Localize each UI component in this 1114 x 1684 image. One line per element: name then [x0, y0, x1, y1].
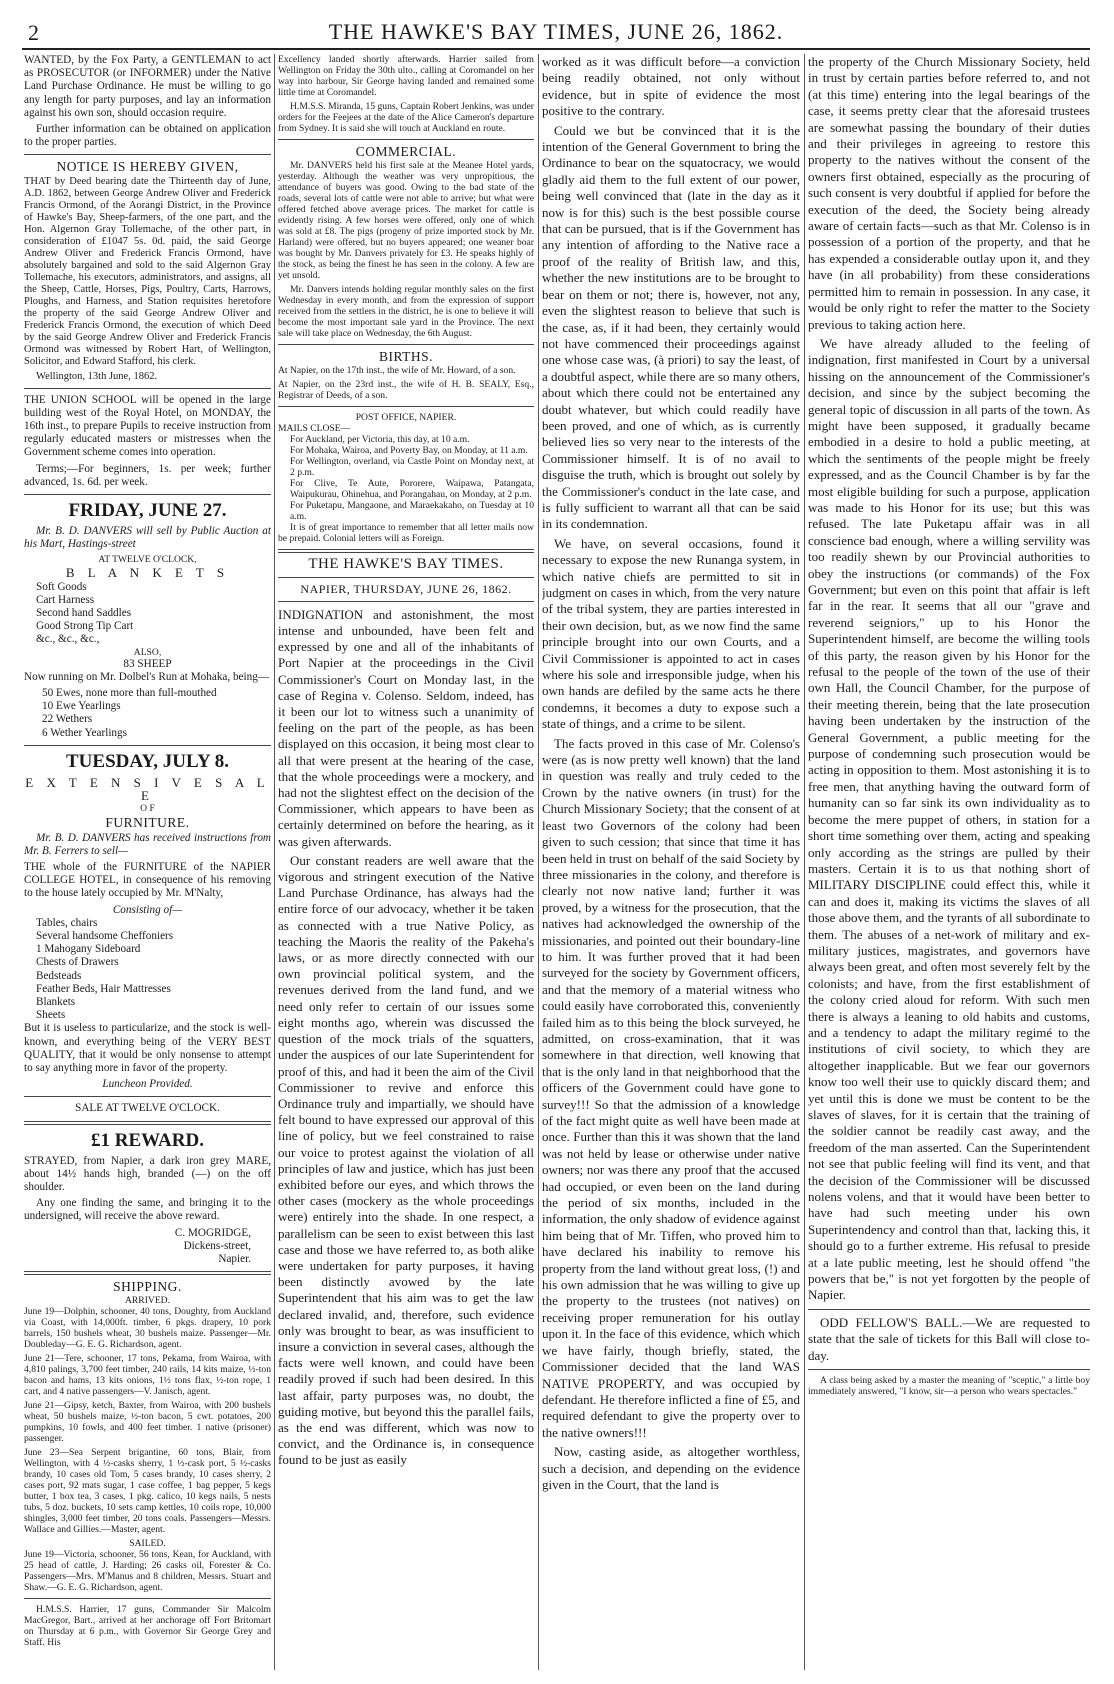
friday-item: Soft Goods: [36, 580, 87, 593]
anecdote: A class being asked by a master the meaning of "sceptic," a little boy immediately answered, "I know, sir—a person who wears spectacles.": [808, 1375, 1090, 1398]
notice-date: Wellington, 13th June, 1862.: [36, 370, 158, 382]
furniture-heading: FURNITURE.: [105, 815, 190, 831]
post-office-note: It is of great importance to remember that all letter mails now be prepaid. Colonial letters will as Foreign.: [278, 522, 534, 545]
furniture-item: Tables, chairs: [36, 916, 98, 929]
furniture-instruction: Mr. B. D. DANVERS has received instructions from Mr. B. Ferrers to sell—: [24, 831, 271, 857]
arrived-label: ARRIVED.: [124, 1295, 171, 1307]
sheep-item: 22 Wethers: [42, 713, 93, 726]
furniture-note: But it is useless to particularize, and the stock is well-known, and everything being of the VERY BEST QUALITY, that it would be only nonsense to attempt to say anything more in favor of the property.: [24, 1022, 271, 1074]
shipping-arrival: June 23—Sea Serpent brigantine, 60 tons, Blair, from Wellington, with 4 ½-casks sherry, 1 ½-cask port, 5 ½-casks brandy, 10 cases old Tom, 5 cases brandy, 10 cases sherry, 2 cases port, 92 mats sugar, 1 case coffee, 1 bag pepper, 5 kegs butter, 1 box tea, 3 cases, 1 pkg. calico, 10 kegs nails, 5 nests tubs, 5 doz. buckets, 10 sets camp kettles, 10 coils rope, 10,000 shingles, 3,000 feet timber, 20 tons coals. Passengers—Messrs. Wallace and Gillies.—Master, agent.: [24, 1447, 271, 1536]
births-heading: BIRTHS.: [378, 349, 434, 365]
editorial-paragraph: The facts proved in this case of Mr. Colenso's were (as is now pretty well known) that the land in question was really and truly ceded to the Crown by the native owners (in trust) for the Church Missionary Society; that the consent of at least two Governors of the colony had been given to such cession; that since that time it has been held in trust on behalf of the said Society by three missionaries in the colony, and therefore is clearly not now native land; further it was proved, by a witness for the prosecution, that the natives had acknowledged the ownership of the missionaries, and pointed out their boundary-line to him. It was further proved that it had been surveyed for the society by Government officers, and that the memory of a material witness who could easily have corroborated this, conveniently failed him as to this being the block surveyed, he admitted, on cross-examination, that it was somewhere in that direction, well knowing that that is the only land in that neighborhood that the officers of the Government could have gone to survey!!! So that the admission of a knowledge of the fact might quite as well have been made at once. Further than this it was shown that the land was not held by lease or otherwise under native owners; nor was there any proof that the accused had occupied, or even been on the land during the period of six months, included in the information, the only shadow of evidence against him being that of Mr. Tiffen, who proved him to have declared his inability to remove his property from the land without great loss, (!) and his own admission that he was willing to give up the property to the trustees (not natives) on receiving proper remuneration for his outlay upon it. In the face of this evidence, which which we have fairly, though briefly, stated, the Commissioner decided that the land WAS NATIVE PROPERTY, and was occupied by defendant. He therefore inflicted a fine of £5, and required defendant to give the property over to the native owners!!!: [542, 735, 800, 1440]
divider: [278, 406, 534, 407]
divider: [24, 745, 271, 746]
mail-entry: For Wellington, overland, via Castle Point on Monday next, at 2 p.m.: [290, 456, 534, 479]
column-rule: [538, 54, 539, 1670]
divider: [24, 1271, 271, 1275]
sailed-label: SAILED.: [129, 1538, 166, 1550]
newspaper-title: THE HAWKE'S BAY TIMES, JUNE 26, 1862.: [328, 19, 784, 44]
birth-entry: At Napier, on the 23rd inst., the wife of H. B. SEALY, Esq., Registrar of Deeds, of a son.: [278, 379, 534, 402]
shipping-arrival: June 21—Tere, schooner, 17 tons, Pekama, from Wairoa, with 4,810 palings, 3,700 feet timber, 240 rails, 14 kits maize, ½-ton bacon and hams, 13 kits onions, 1½ tons flax, ½-ton rope, 1 cart, and 4 native passengers—V. Janisch, agent.: [24, 1353, 271, 1398]
mails-close-label: MAILS CLOSE—: [278, 423, 351, 435]
birth-entry: At Napier, on the 17th inst., the wife of Mr. Howard, of a son.: [278, 365, 516, 377]
furniture-body: THE whole of the FURNITURE of the NAPIER COLLEGE HOTEL, in consequence of his removing to the house lately occupied by Mr. M'Nalty,: [24, 860, 271, 900]
post-office-heading: POST OFFICE, NAPIER.: [355, 412, 457, 424]
commercial-paragraph: Mr. Danvers intends holding regular monthly sales on the first Wednesday in every month, and from the expression of support received from the settlers in the district, he is one to believe it will become the most important sale yard in the Province. The next sale will take place on Wednesday, the 6th August.: [278, 284, 534, 340]
oddfellows-notice: ODD FELLOW'S BALL.—We are requested to state that the sale of tickets for this Ball will close to-day.: [808, 1314, 1090, 1363]
column-rule: [274, 54, 275, 1670]
column-editorial: [542, 54, 800, 1674]
dateline: NAPIER, THURSDAY, JUNE 26, 1862.: [300, 581, 512, 596]
sheep-note: Now running on Mr. Dolbel's Run at Mohaka, being—: [24, 670, 270, 683]
commercial-heading: COMMERCIAL.: [355, 144, 457, 159]
divider: [24, 154, 271, 155]
harrier-note: H.M.S.S. Harrier, 17 guns, Commander Sir Malcolm MacGregor, Bart., arrived at her anchorage off Fort Britomart on Thursday at 6 p.m., with Governor Sir George Grey and Staff. His: [24, 1604, 271, 1649]
reward-note: Any one finding the same, and bringing it to the undersigned, will receive the above reward.: [24, 1197, 271, 1223]
furniture-item: Blankets: [36, 995, 76, 1008]
miranda-note: H.M.S.S. Miranda, 15 guns, Captain Robert Jenkins, was under orders for the Feejees at the date of the Alice Cameron's departure from Sydney. It is said she will touch at Auckland en route.: [278, 101, 534, 134]
luncheon-note: Luncheon Provided.: [102, 1078, 193, 1091]
divider: [24, 494, 271, 495]
reward-heading: £1 REWARD.: [91, 1129, 204, 1151]
editorial-paragraph: the property of the Church Missionary Society, held in trust by certain parties before referred to, and not (at this time) entering into the legal bearings of the case, it seems pretty clear that the aforesaid trustees are somewhat passing the boundary of their duties and their privileges in agreeing to restore this property to the natives without the consent of the owners first obtained, especially as the procuring of such consent is very doubtful if applied for before the execution of the deed, the Society being already aware of certain facts—such as that Mr. Colenso is in possession of a portion of the property, and that he has expended a considerable outlay upon it, and they have (in all probability) from these considerations permitted him to remain in possession. In any case, it would be only right to refer the matter to the Society previous to taking action here.: [808, 54, 1090, 332]
wanted-ad-note: Further information can be obtained on application to the proper parties.: [24, 123, 271, 149]
mail-entry: For Mohaka, Wairoa, and Poverty Bay, on Monday, at 11 a.m.: [290, 445, 528, 457]
shipping-arrival: June 21—Gipsy, ketch, Baxter, from Wairoa, with 200 bushels wheat, 50 bushels maize, ½-ton bacon, 5 cwt. potatoes, 200 pumpkins, 10 fowls, and 400 feet timber. 1 native (prisoner) passenger.: [24, 1400, 271, 1445]
friday-item: &c., &c., &c.,: [36, 633, 100, 646]
furniture-item: Several handsome Cheffoniers: [36, 929, 174, 942]
divider: [24, 1121, 271, 1125]
shipping-arrival: June 19—Dolphin, schooner, 40 tons, Doughty, from Auckland via Coast, with 14,000ft. timber, 6 pkgs. drapery, 10 pork barrels, 150 bushels wheat, 30 bushels maize. Passenger—Mr. Doubleday—G. E. G. Richardson, agent.: [24, 1306, 271, 1351]
column-editorial-continued: [808, 54, 1090, 1674]
shipping-sailing: June 19—Victoria, schooner, 56 tons, Kean, for Auckland, with 25 head of cattle, J. Harding; 26 casks oil, Forester & Co. Passengers—Mrs. M'Manus and 8 children, Messrs. Stuart and Shaw.—G. E. G. Richardson, agent.: [24, 1549, 271, 1594]
editorial-paragraph: Could we but be convinced that it is the intention of the General Government to bring the Ordinance to bear on the squatocracy, we would gladly aid them to the full extent of our power, being well convinced that (late in the day as it now is for this) such is the best possible course that can be pursued, that is if the Government has any intention of affording to the Native race a proof of the reality of British law, and this, whether the new institutions are to be brought to bear on them or not; there is, however, not any, even the slightest reason to believe that such is the case, as, if it had been, they certainly would not have commenced their proceedings against one whose case was, (à priori) to say the least, of a doubtful aspect, while there are so many others, about which there could not be entertained any doubt whatever, but which could readily have been proved, and one of which, as is currently believed lies so very near to the interests of the Commissioner himself. It is of no avail to disguise the truth, which is brought out solely by the Commissioner's conduct in the late case, and is fully sufficient to warrant all that can be said in its condemnation.: [542, 122, 800, 532]
masthead: [22, 14, 1090, 50]
notice-body: THAT by Deed bearing date the Thirteenth day of June, A.D. 1862, between George Andrew Oliver and Frederick Francis Ormond, of the Aorangi District, in the Province of Hawke's Bay, Sheep-farmers, of the one part, and the Hon. Algernon Gray Tollemache, of the other part, in consideration of £1047 5s. 0d. paid, the said George Andrew Oliver and Frederick Francis Ormond, have absolutely bargained and sold to the said Algernon Gray Tollemache, his executors, administrators, and assigns, all the Sheep, Cattle, Horses, Pigs, Poultry, Carts, Harrows, Ploughs, and Harness, and Station requisites heretofore the property of the said George Andrew Oliver and Frederick Francis Ormond, the execution of which Deed by the said George Andrew Oliver and Frederick Francis Ormond was witnessed by Robert Hart, of Wellington, Solicitor, and Edward Stafford, his clerk.: [24, 175, 271, 367]
school-ad: THE UNION SCHOOL will be opened in the large building west of the Royal Hotel, on MONDAY, the 16th inst., to prepare Pupils to receive instruction from regularly educated masters or mistresses when the Government scheme comes into operation.: [24, 393, 271, 459]
sale-time: SALE AT TWELVE O'CLOCK.: [75, 1102, 220, 1115]
tuesday-heading: TUESDAY, JULY 8.: [66, 750, 229, 772]
furniture-item: Feather Beds, Hair Mattresses: [36, 982, 171, 995]
consisting-label: Consisting of—: [112, 903, 183, 916]
divider: [808, 1309, 1090, 1310]
mail-entry: For Auckland, per Victoria, this day, at 10 a.m.: [290, 434, 470, 446]
divider: [278, 344, 534, 345]
friday-instruction: Mr. B. D. DANVERS will sell by Public Auction at his Mart, Hastings-street: [24, 525, 271, 551]
friday-time: AT TWELVE O'CLOCK,: [98, 554, 197, 566]
blankets-heading: B L A N K E T S: [65, 565, 230, 581]
mail-entry: For Clive, Te Aute, Pororere, Waipawa, Patangata, Waipukurau, Ohinehua, and Porangahau, on Monday, at 2 p.m.: [290, 478, 534, 501]
column-advertisements: [24, 54, 271, 1674]
furniture-item: Chests of Drawers: [36, 956, 119, 969]
of-label: O F: [140, 803, 155, 815]
shipping-heading: SHIPPING.: [113, 1279, 182, 1295]
divider: [278, 601, 534, 602]
page-number: 2: [28, 20, 39, 45]
column-news: [278, 54, 534, 1674]
sheep-item: 6 Wether Yearlings: [42, 726, 127, 739]
editorial-paragraph: We have, on several occasions, found it necessary to expose the new Runanga system, in which native chiefs are permitted to sit in judgment on cases in which, from the very nature of the tribal system, they are parties interested in their own decision, but, as we now find the same principle brought into our own Courts, and a Civil Commissioner is appointed to act in cases where his sole and irresponsible judge, when his own hands are defiled by the same acts he there condemns, it becomes a duty to expose such a state of things, and a crime to be silent.: [542, 535, 800, 732]
friday-item: Good Strong Tip Cart: [36, 620, 134, 633]
editorial-paragraph: worked as it was difficult before—a conviction being readily obtained, not only without evidence, but in spite of evidence the most positive to the contrary.: [542, 54, 800, 119]
editorial-paragraph: We have already alluded to the feeling of indignation, first manifested in Court by a universal hissing on the announcement of the Commissioner's decision, and since by the subject becoming the general topic of discussion in all parts of the town. As might have been supposed, it gradually became embodied in a desire to hold a public meeting, at which the sentiments of the people might be freely expressed, and as the Council Chamber is by far the most eligible building for such a purpose, application was made to his Honor for its use; but this was refused. The late Puketapu affair was in all conscience bad enough, where a willing servility was too readily shewn by our Provincial authorities to obey the instructions (or commands) of the Fox Government; but even on this point that affair is left far in the rear. It seems that all our "grave and reverend seigniors," up to his Honor the Superintendent himself, are become the willing tools of this party, the reason given by his Honor for the refusal to the people of the town of the use of their own Hall, the Council Chamber, for the purpose of their meeting therein, being that the late prosecution having been undertaken by the instruction of the General Government, a public meeting for the purpose of condemning such prosecution would be acting in opposition to them. Most astonishing it is to free men, that anything having the outward form of humanity can so far sink its own individuality as to become the mere puppet of others, in station for a short time something over them, acting and speaking only according as the strings are pulled by their masters. Certain it is to us that nothing short of MILITARY DISCIPLINE could effect this, while it can and does it, making its victims the slaves of all those above them, and the tyrants of all subordinate to them. The abuses of a net-work of military and ex-military justices, magistrates, and governors have always been great, and often most severely felt by the colonists; and have, from the first establishment of the colony cried aloud for reform. With such men there is always a leaning to old habits and customs, and a tendency to adapt the military regimé to the institutions of civil society, to which they are altogether inapplicable. But we fear our governors know too well their use to quickly discard them; and yet until this is done we must be content to be the slaves of slaves, for it is certain that the training of the soldier cannot be readily cast away, and the freedom of the man asserted. Can the Superintendent not see that public feeling will find its vent, and that the decision of the Commissioner will be discussed nolens volens, and that it would have been better to have had such meeting under his own Superintendency and control than that, lacking this, it should go to a further extreme. His refusal to preside at a late public meeting, lest he should offend "the powers that be," is not yet forgotten by the people of Napier.: [808, 335, 1090, 1303]
editorial-paragraph: Now, casting aside, as altogether worthless, such a decision, and depending on the evidence given in the Court, that the land is: [542, 1444, 800, 1492]
leader-paragraph: Our constant readers are well aware that the vigorous and stringent execution of the Native Land Purchase Ordinance, has always had the entire force of our advocacy, whether it be taken as connected with a true Native Policy, as teaching the Maoris the reality of the Pakeha's laws, or as more directly connected with our own provincial political system, and the revenues derived from the land fund, and we need only refer to certain of our issues some eight months ago, wherein was discussed the question of the mock trials of the squatters, under the auspices of our late Superintendent for proof of this, and had it been the aim of the Civil Commissioner to revive and enforce this Ordinance truly and impartially, we should have felt bound to have expressed our approval of this line of policy, but we feel constrained to raise our voice to protest against the violation of all principles of law and justice, which has just been exhibited before our eyes, and which throws the other cases (mockery as the whole proceedings were) entirely into the shade. In one respect, a parallelism can be seen to exist between this last case and those we have referred to, as both alike were undertaken for party purposes, it having been distinctly avowed by the late Superintendent that his aim was to get the law declared invalid, and, therefore, such evidence only was brought to bear, as was insufficient to insure a conviction in several cases, although the facts were well known, and could have been readily proved if such had been desired. In this last affair, party purposes was, no doubt, the guiding motive, but beyond this the parallel fails, as the end was different, which was now to convict, and the Ordinance is, in consequence found to be just as easily: [278, 852, 534, 1468]
commercial-paragraph: Mr. DANVERS held his first sale at the Meanee Hotel yards, yesterday. Although the weather was very unpropitious, the attendance of buyers was good. Owing to the bad state of the roads, several lots of cattle were not able to arrive; but what were offered fetched above average prices. The market for cattle is evidently rising. A few horses were offered, only one of which was sold at £8. The pigs (progeny of prize imported stock by Mr. Harland) were offered, but no buyers appeared; one weaner boar was bought by Mr. Danvers privately for £3. He speaks highly of the stock, as being the finest he has seen in the colony. A few are yet unsold.: [278, 160, 534, 282]
extensive-sale-heading: E X T E N S I V E S A L E: [25, 774, 270, 804]
reward-town: Napier.: [218, 1252, 251, 1265]
divider: [24, 1598, 271, 1599]
leader-paragraph: INDIGNATION and astonishment, the most intense and unbounded, have been felt and expressed by one and all of the inhabitants of Port Napier at the proceedings in the Civil Commissioner's Court on Monday last, in the case of Regina v. Colenso. Seldom, indeed, has it been our lot to witness such a unanimity of feeling on the part of the people, as has been displayed on this occasion, it being most clear to all that were present at the hearing of the case, that the whole proceedings were a mockery, and had not the slightest effect on the decision of the Commissioner, which appears to have been as certainly determined on before the hearing, as it was given afterwards.: [278, 606, 534, 849]
friday-item: Cart Harness: [36, 593, 95, 606]
column-rule: [804, 54, 805, 1670]
reward-body: STRAYED, from Napier, a dark iron grey MARE, about 14½ hands high, branded (—) on the off shoulder.: [24, 1154, 271, 1193]
reward-address: Dickens-street,: [183, 1239, 251, 1252]
mail-entry: For Puketapu, Mangaone, and Maraekakaho, on Tuesday at 10 a.m.: [290, 500, 534, 523]
divider: [24, 1096, 271, 1097]
friday-item: Second hand Saddles: [36, 607, 132, 620]
notice-heading: NOTICE IS HEREBY GIVEN,: [56, 159, 239, 175]
friday-heading: FRIDAY, JUNE 27.: [68, 500, 227, 522]
school-terms: Terms;—For beginners, 1s. per week; further advanced, 1s. 6d. per week.: [24, 462, 271, 488]
also-label: ALSO,: [133, 646, 162, 658]
furniture-item: 1 Mahogany Sideboard: [36, 943, 141, 956]
furniture-item: Bedsteads: [36, 969, 82, 982]
harrier-note-continued: Excellency landed shortly afterwards. Harrier sailed from Wellington on Friday the 30th ulto., calling at Coromandel on her way into harbour, Sir George having landed and remained some little time at Coromandel.: [278, 54, 534, 98]
sheep-item: 50 Ewes, none more than full-mouthed: [42, 687, 217, 700]
divider: [278, 549, 534, 553]
divider: [24, 388, 271, 389]
divider: [808, 1369, 1090, 1370]
paper-heading: THE HAWKE'S BAY TIMES.: [308, 556, 504, 573]
sheep-item: 10 Ewe Yearlings: [42, 700, 121, 713]
sheep-heading: 83 SHEEP: [123, 657, 172, 670]
divider: [278, 577, 534, 578]
divider: [278, 139, 534, 140]
wanted-ad: WANTED, by the Fox Party, a GENTLEMAN to act as PROSECUTOR (or INFORMER) under the Native Land Purchase Ordinance. He must be willing to go any length for party purposes, and lay an information against his own son, should occasion require.: [24, 54, 271, 119]
reward-signature: C. MOGRIDGE,: [174, 1226, 251, 1239]
furniture-item: Sheets: [36, 1009, 66, 1022]
